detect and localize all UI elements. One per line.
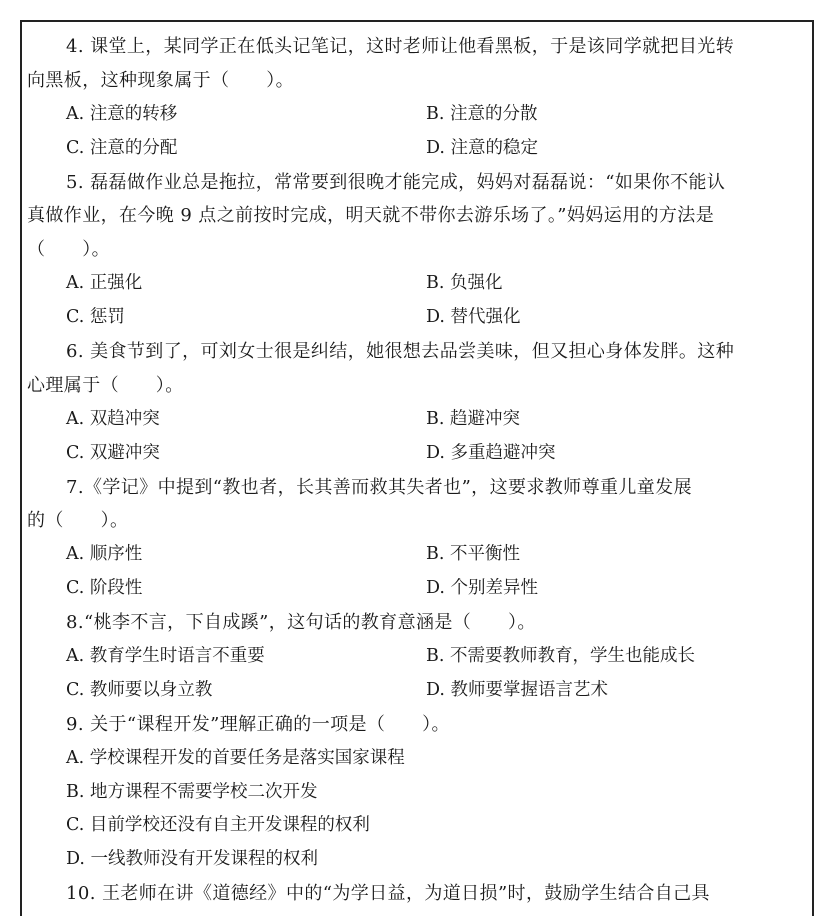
- question-stem-continued: 真做作业，在今晚 9 点之前按时完成，明天就不带你去游乐场了。”妈妈运用的方法是: [27, 205, 715, 227]
- answer-option: B. 不需要教师教育，学生也能成长: [426, 646, 695, 667]
- option-row: [27, 640, 787, 674]
- option-row: [27, 742, 787, 776]
- answer-option: C. 教师要以身立教: [66, 679, 213, 700]
- question-block: [27, 877, 787, 911]
- question-block: [27, 30, 787, 166]
- answer-option: A. 顺序性: [66, 544, 143, 565]
- answer-option: C. 目前学校还没有自主开发课程的权利: [66, 815, 370, 836]
- answer-option: B. 不平衡性: [426, 544, 520, 565]
- question-list: [27, 30, 787, 911]
- answer-option: D. 教师要掌握语言艺术: [426, 679, 609, 700]
- question-block: [27, 335, 787, 471]
- answer-option: B. 趋避冲突: [426, 408, 520, 429]
- answer-option: C. 惩罚: [66, 307, 125, 328]
- answer-option: D. 注意的稳定: [426, 137, 539, 158]
- question-stem: 7.《学记》中提到“教也者，长其善而救其失者也”，这要求教师尊重儿童发展: [66, 476, 692, 498]
- question-block: [27, 471, 787, 607]
- option-row: [27, 301, 787, 335]
- answer-option: D. 个别差异性: [426, 578, 539, 599]
- question-block: [27, 166, 787, 335]
- answer-option: B. 地方课程不需要学校二次开发: [66, 781, 318, 802]
- answer-option: D. 替代强化: [426, 307, 521, 328]
- answer-option: D. 一线教师没有开发课程的权利: [66, 849, 319, 870]
- option-row: [27, 538, 787, 572]
- answer-option: C. 阶段性: [66, 578, 143, 599]
- option-row: [27, 98, 787, 132]
- option-row: [27, 674, 787, 708]
- question-stem: 8.“桃李不言，下自成蹊”，这句话的教育意涵是（ ）。: [66, 612, 536, 634]
- question-block: [27, 606, 787, 708]
- answer-option: A. 学校课程开发的首要任务是落实国家课程: [66, 747, 405, 768]
- question-stem-continued: 向黑板，这种现象属于（ ）。: [27, 69, 294, 91]
- question-stem: 6. 美食节到了，可刘女士很是纠结，她很想去品尝美味，但又担心身体发胖。这种: [66, 341, 735, 363]
- question-stem: 4. 课堂上，某同学正在低头记笔记，这时老师让他看黑板，于是该同学就把目光转: [66, 36, 735, 57]
- answer-option: C. 注意的分配: [66, 137, 178, 158]
- question-stem: 10. 王老师在讲《道德经》中的“为学日益，为道日损”时，鼓励学生结合自己具: [66, 883, 710, 905]
- answer-option: D. 多重趋避冲突: [426, 442, 556, 463]
- option-row: [27, 572, 787, 606]
- question-stem-continued: 心理属于（ ）。: [27, 374, 184, 396]
- answer-option: A. 正强化: [66, 273, 143, 294]
- answer-option: B. 注意的分散: [426, 103, 538, 124]
- question-stem: 9. 关于“课程开发”理解正确的一项是（ ）。: [66, 713, 450, 735]
- option-row: [27, 132, 787, 166]
- option-row: [27, 403, 787, 437]
- option-row: [27, 809, 787, 843]
- answer-option: B. 负强化: [426, 273, 503, 294]
- answer-option: A. 注意的转移: [66, 103, 178, 124]
- option-row: [27, 843, 787, 877]
- question-stem: 5. 磊磊做作业总是拖拉，常常要到很晚才能完成，妈妈对磊磊说：“如果你不能认: [66, 171, 726, 193]
- question-block: [27, 708, 787, 877]
- option-row: [27, 437, 787, 471]
- option-row: [27, 776, 787, 810]
- option-row: [27, 267, 787, 301]
- answer-option: A. 教育学生时语言不重要: [66, 646, 265, 667]
- question-stem-continued: （ ）。: [27, 239, 110, 261]
- answer-option: A. 双趋冲突: [66, 408, 160, 429]
- answer-option: C. 双避冲突: [66, 442, 160, 463]
- question-stem-continued: 的（ ）。: [27, 510, 129, 532]
